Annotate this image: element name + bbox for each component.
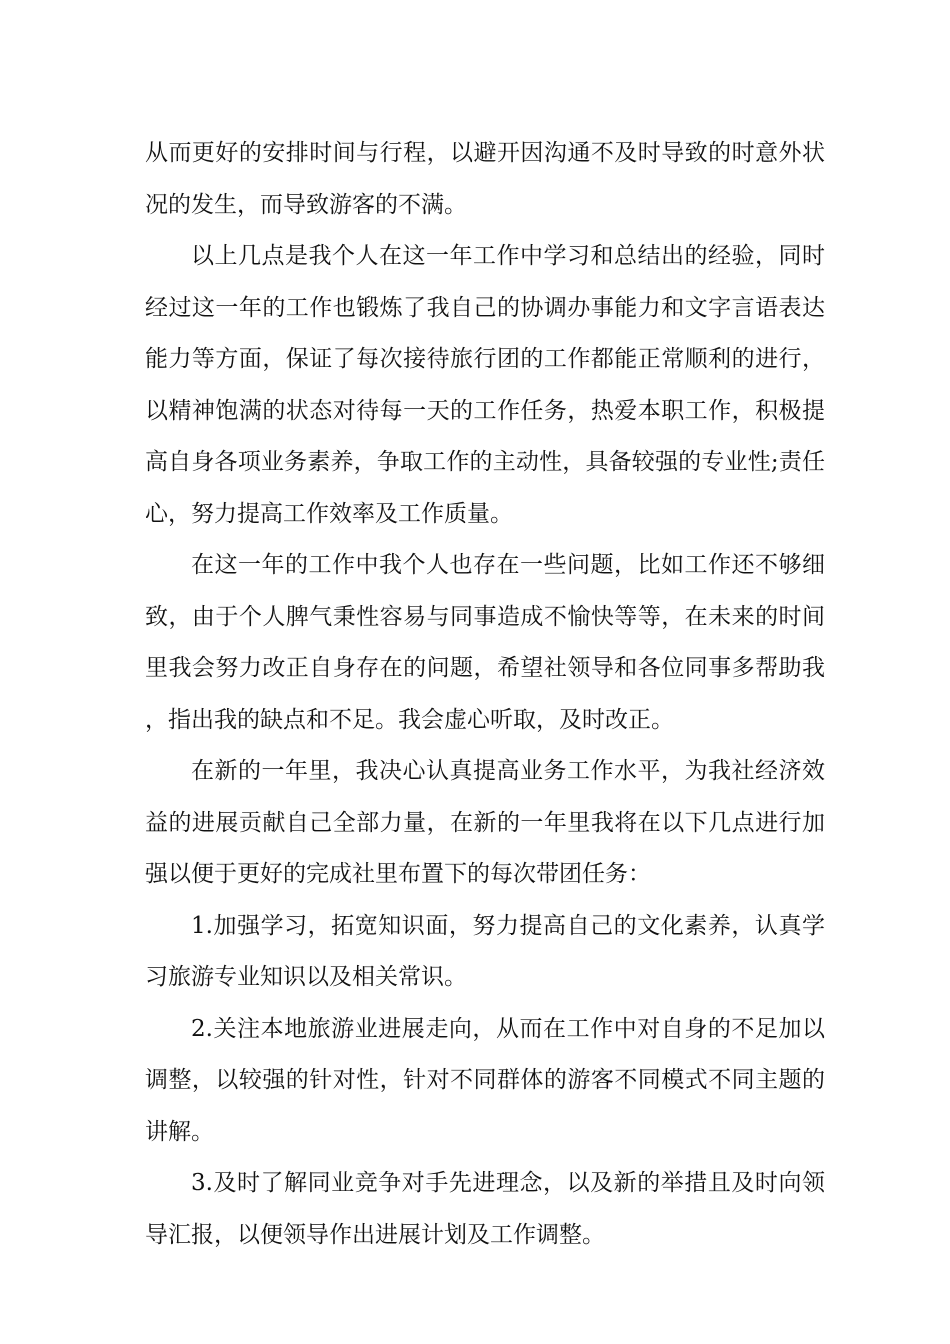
list-item-2: 2.关注本地旅游业进展走向，从而在工作中对自身的不足加以调整，以较强的针对性，针对不同群体的游客不同模式不同主题的讲解。 [145,1015,825,1145]
paragraph-problems: 在这一年的工作中我个人也存在一些问题，比如工作还不够细致，由于个人脾气秉性容易与同事造成不愉快等等，在未来的时间里我会努力改正自身存在的问题，希望社领导和各位同事多帮助我，指出我的缺点和不足。我会虚心听取，及时改正。 [145,552,825,733]
list-item-3: 3.及时了解同业竞争对手先进理念，以及新的举措且及时向领导汇报，以便领导作出进展计划及工作调整。 [145,1170,825,1248]
paragraph-experience-summary: 以上几点是我个人在这一年工作中学习和总结出的经验，同时经过这一年的工作也锻炼了我自己的协调办事能力和文字言语表达能力等方面，保证了每次接待旅行团的工作都能正常顺利的进行，以精神饱满的状态对待每一天的工作任务，热爱本职工作，积极提高自身各项业务素养，争取工作的主动性，具备较强的专业性;责任心，努力提高工作效率及工作质量。 [145,243,825,527]
document-body [145,128,825,1261]
list-item-1: 1.加强学习，拓宽知识面，努力提高自己的文化素养，认真学习旅游专业知识以及相关常识。 [145,912,825,990]
paragraph-continued: 从而更好的安排时间与行程，以避开因沟通不及时导致的时意外状况的发生，而导致游客的不满。 [145,140,825,218]
paragraph-new-year-plan: 在新的一年里，我决心认真提高业务工作水平，为我社经济效益的进展贡献自己全部力量，在新的一年里我将在以下几点进行加强以便于更好的完成社里布置下的每次带团任务： [145,758,825,887]
